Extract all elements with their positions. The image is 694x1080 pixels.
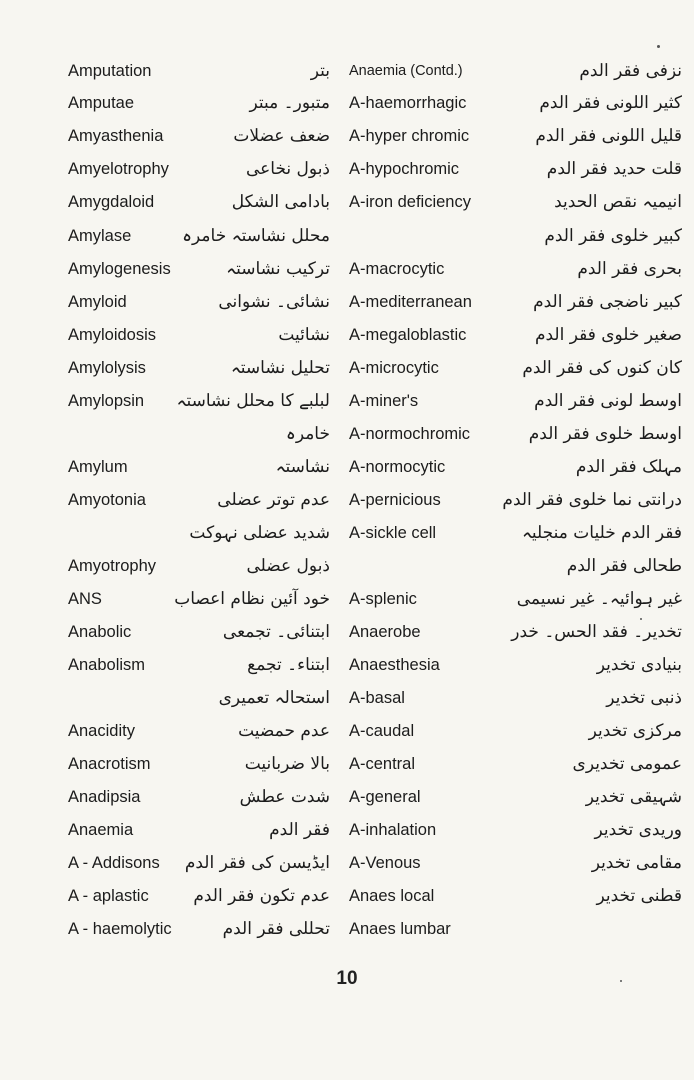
urdu-term: قطنی تخدیر bbox=[596, 886, 682, 906]
urdu-term: ذبول نخاعی bbox=[245, 159, 330, 179]
urdu-term: ضعف عضلات bbox=[233, 126, 330, 146]
entry-row bbox=[0, 682, 694, 714]
entry-row bbox=[0, 451, 694, 483]
entry-row bbox=[0, 55, 694, 87]
english-term: A - Addisons bbox=[68, 854, 160, 872]
english-term: A-hyper chromic bbox=[349, 127, 470, 145]
entry-row bbox=[0, 583, 694, 615]
urdu-term: شہیقی تخدیر bbox=[585, 787, 682, 807]
entry-row bbox=[0, 847, 694, 879]
urdu-term: قلیل اللونی فقر الدم bbox=[535, 126, 682, 146]
english-term: Anaemia bbox=[68, 821, 134, 839]
english-term: A-iron deficiency bbox=[349, 193, 471, 211]
entry-row bbox=[0, 153, 694, 185]
entry-row bbox=[0, 220, 694, 252]
english-term: Anacidity bbox=[68, 722, 135, 740]
urdu-term: ذنبی تخدیر bbox=[606, 688, 682, 708]
urdu-term: عدم حمضیت bbox=[238, 721, 330, 741]
entry-row bbox=[0, 550, 694, 582]
entry-row bbox=[0, 649, 694, 681]
english-term: A-sickle cell bbox=[349, 524, 437, 542]
urdu-term: بنیادی تخدیر bbox=[596, 655, 682, 675]
entry-row bbox=[0, 418, 694, 450]
urdu-term: ابتناء۔ تجمع bbox=[247, 655, 330, 675]
english-term: Amyasthenia bbox=[68, 127, 164, 145]
entry-row bbox=[0, 715, 694, 747]
urdu-term: خامرہ bbox=[285, 424, 330, 444]
urdu-term: تخدیر۔ فقد الحس۔ خدر bbox=[511, 622, 682, 642]
english-term: Amylum bbox=[68, 458, 128, 476]
urdu-term: نشائی۔ نشوانی bbox=[218, 292, 330, 312]
urdu-term: اوسط لونی فقر الدم bbox=[534, 391, 682, 411]
urdu-term: بحری فقر الدم bbox=[577, 259, 682, 279]
entry-row bbox=[0, 616, 694, 648]
english-term: A-normochromic bbox=[349, 425, 471, 443]
urdu-term: اوسط خلوی فقر الدم bbox=[528, 424, 682, 444]
english-term: A-splenic bbox=[349, 590, 417, 608]
entry-row bbox=[0, 517, 694, 549]
urdu-term: متبور۔ مبتر bbox=[249, 93, 330, 113]
english-term: A-normocytic bbox=[349, 458, 446, 476]
english-term: Anaes lumbar bbox=[349, 920, 451, 938]
english-term: A-haemorrhagic bbox=[349, 94, 467, 112]
entry-row bbox=[0, 814, 694, 846]
english-term: Amygdaloid bbox=[68, 193, 155, 211]
urdu-term: درانتی نما خلوی فقر الدم bbox=[502, 490, 682, 510]
entry-row bbox=[0, 748, 694, 780]
english-term: A-general bbox=[349, 788, 421, 806]
urdu-term: غیر ہوائیہ۔ غیر نسیمی bbox=[516, 589, 682, 609]
english-term: Amylolysis bbox=[68, 359, 146, 377]
urdu-term: بتر bbox=[310, 61, 330, 81]
english-term: A-microcytic bbox=[349, 359, 439, 377]
english-term: A-mediterranean bbox=[349, 293, 472, 311]
urdu-term: مہلک فقر الدم bbox=[575, 457, 682, 477]
urdu-term: نشائیت bbox=[278, 325, 330, 345]
english-term: Amylogenesis bbox=[68, 260, 171, 278]
urdu-term: وریدی تخدیر bbox=[594, 820, 682, 840]
english-term: Amyloid bbox=[68, 293, 127, 311]
page-number: 10 bbox=[336, 968, 358, 989]
english-term: A-Venous bbox=[349, 854, 421, 872]
entry-row bbox=[0, 319, 694, 351]
english-term: Anaesthesia bbox=[349, 656, 440, 674]
english-term: A-miner's bbox=[349, 392, 419, 410]
urdu-term: انیمیہ نقص الحدید bbox=[554, 192, 682, 212]
urdu-term: طحالی فقر الدم bbox=[566, 556, 682, 576]
english-term: Anabolism bbox=[68, 656, 146, 674]
entry-row bbox=[0, 781, 694, 813]
urdu-term: ترکیب نشاستہ bbox=[226, 259, 330, 279]
english-term: A-hypochromic bbox=[349, 160, 460, 178]
urdu-term: لبلبے کا محلل نشاستہ bbox=[176, 391, 330, 411]
english-term: A-basal bbox=[349, 689, 405, 707]
english-term: A-megaloblastic bbox=[349, 326, 467, 344]
urdu-term: قلت حدید فقر الدم bbox=[546, 159, 682, 179]
english-term: Amylopsin bbox=[68, 392, 145, 410]
paper-speck bbox=[620, 980, 622, 982]
english-term: Amyloidosis bbox=[68, 326, 157, 344]
english-term: A-inhalation bbox=[349, 821, 437, 839]
entry-row bbox=[0, 120, 694, 152]
urdu-term: خود آئین نظام اعصاب bbox=[174, 589, 330, 609]
entry-row bbox=[0, 913, 694, 945]
urdu-term: صغیر خلوی فقر الدم bbox=[534, 325, 682, 345]
urdu-term: فقر الدم bbox=[269, 820, 330, 840]
urdu-term: شدید عضلی نہوکت bbox=[189, 523, 330, 543]
entry-row bbox=[0, 253, 694, 285]
english-term: Anadipsia bbox=[68, 788, 141, 806]
english-term: Amputation bbox=[68, 62, 152, 80]
urdu-term: تحلیل نشاستہ bbox=[230, 358, 330, 378]
entry-row bbox=[0, 87, 694, 119]
english-term: Amputae bbox=[68, 94, 135, 112]
english-term: A-pernicious bbox=[349, 491, 441, 509]
urdu-term: تحللی فقر الدم bbox=[222, 919, 330, 939]
urdu-term: عمومی تخدیری bbox=[572, 754, 682, 774]
english-term: Amylase bbox=[68, 227, 132, 245]
urdu-term: بالا ضربانیت bbox=[244, 754, 330, 774]
entry-row bbox=[0, 385, 694, 417]
english-term: A-macrocytic bbox=[349, 260, 445, 278]
urdu-term: محلل نشاستہ خامرہ bbox=[182, 226, 330, 246]
urdu-term: ایڈیسن کی فقر الدم bbox=[184, 853, 330, 873]
english-term: Amyotrophy bbox=[68, 557, 157, 575]
urdu-term: کبیر خلوی فقر الدم bbox=[544, 226, 682, 246]
urdu-term: کبیر ناضجی فقر الدم bbox=[533, 292, 682, 312]
english-term: A-caudal bbox=[349, 722, 415, 740]
english-term: Anaemia (Contd.) bbox=[349, 63, 463, 79]
english-term: Amyotonia bbox=[68, 491, 146, 509]
entry-row bbox=[0, 286, 694, 318]
urdu-term: عدم توتر عضلی bbox=[217, 490, 330, 510]
urdu-term: کثیر اللونی فقر الدم bbox=[539, 93, 682, 113]
paper-speck bbox=[657, 45, 660, 48]
english-term: Anaes local bbox=[349, 887, 435, 905]
urdu-term: ذبول عضلی bbox=[246, 556, 330, 576]
entry-row bbox=[0, 484, 694, 516]
urdu-term: نشاستہ bbox=[275, 457, 330, 477]
english-term: Anabolic bbox=[68, 623, 132, 641]
urdu-term: شدت عطش bbox=[239, 787, 330, 807]
entry-row bbox=[0, 352, 694, 384]
urdu-term: نزفی فقر الدم bbox=[579, 61, 682, 81]
english-term: Amyelotrophy bbox=[68, 160, 169, 178]
english-term: Anaerobe bbox=[349, 623, 421, 641]
english-term: A-central bbox=[349, 755, 416, 773]
urdu-term: کان کنوں کی فقر الدم bbox=[522, 358, 682, 378]
urdu-term: فقر الدم خلیات منجلیہ bbox=[521, 523, 682, 543]
urdu-term: مقامی تخدیر bbox=[591, 853, 682, 873]
entry-row bbox=[0, 880, 694, 912]
urdu-term: مرکزی تخدیر bbox=[588, 721, 682, 741]
entry-row bbox=[0, 186, 694, 218]
urdu-term: عدم تکون فقر الدم bbox=[193, 886, 330, 906]
urdu-term: ابتنائی۔ تجمعی bbox=[222, 622, 330, 642]
english-term: Anacrotism bbox=[68, 755, 151, 773]
english-term: ANS bbox=[68, 590, 102, 608]
english-term: A - aplastic bbox=[68, 887, 149, 905]
urdu-term: بادامی الشکل bbox=[231, 192, 330, 212]
urdu-term: استحالہ تعمیری bbox=[218, 688, 330, 708]
english-term: A - haemolytic bbox=[68, 920, 172, 938]
paper-speck bbox=[640, 618, 642, 620]
